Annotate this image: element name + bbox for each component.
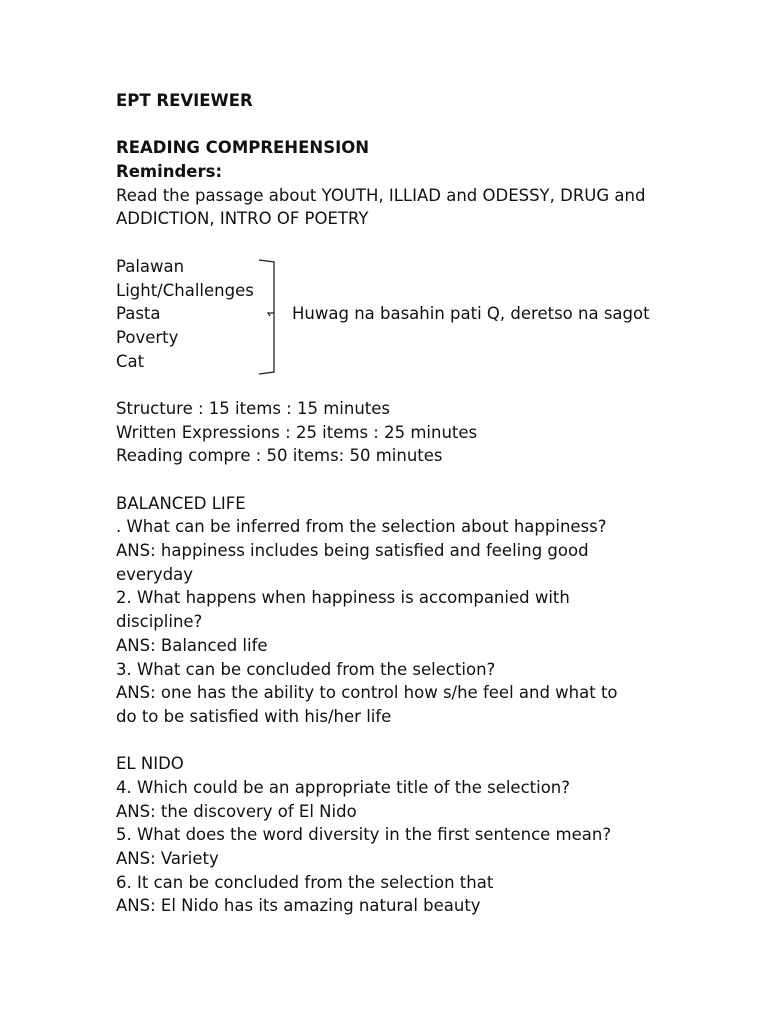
intro-line: ADDICTION, INTRO OF POETRY xyxy=(116,209,369,229)
spacer xyxy=(116,468,736,492)
skip-list-item: Cat xyxy=(116,351,145,371)
schedule-list xyxy=(116,397,736,468)
section-title: READING COMPREHENSION xyxy=(116,138,370,158)
intro-line: Read the passage about YOUTH, ILLIAD and ODESSY, DRUG and xyxy=(116,185,646,205)
qa-line: discipline? xyxy=(116,612,203,632)
schedule-item: Structure : 15 items : 15 minutes xyxy=(116,398,390,418)
section-heading: EL NIDO xyxy=(116,754,184,774)
document-title: EPT REVIEWER xyxy=(116,91,253,110)
balanced-life-section xyxy=(116,492,736,729)
spacer xyxy=(116,373,736,397)
skip-list-item: Light/Challenges xyxy=(116,280,254,300)
qa-line: 5. What does the word diversity in the first sentence mean? xyxy=(116,825,612,845)
qa-line: ANS: Variety xyxy=(116,849,219,868)
document-body xyxy=(116,89,736,918)
skip-list-item: Poverty xyxy=(116,327,179,347)
qa-line: ANS: the discovery of El Nido xyxy=(116,801,357,821)
skip-note: Huwag na basahin pati Q, deretso na sagot xyxy=(292,304,650,323)
qa-line: ANS: happiness includes being satisfied and feeling good xyxy=(116,541,589,561)
skip-list-item: Palawan xyxy=(116,256,185,276)
qa-line: 3. What can be concluded from the selection? xyxy=(116,659,496,679)
section-heading: BALANCED LIFE xyxy=(116,493,246,513)
qa-line: ANS: one has the ability to control how s/he feel and what to xyxy=(116,683,618,703)
spacer xyxy=(116,113,736,137)
spacer xyxy=(116,729,736,753)
schedule-item: Reading compre : 50 items: 50 minutes xyxy=(116,446,443,466)
skip-list-item: Pasta xyxy=(116,304,161,324)
qa-line: ANS: El Nido has its amazing natural beauty xyxy=(116,896,481,916)
right-brace-icon xyxy=(256,258,292,378)
qa-line: ANS: Balanced life xyxy=(116,635,268,655)
qa-line: 4. Which could be an appropriate title of the selection? xyxy=(116,777,571,797)
spacer xyxy=(116,231,736,255)
qa-line: 6. It can be concluded from the selection that xyxy=(116,872,494,892)
qa-line: 2. What happens when happiness is accompanied with xyxy=(116,588,570,608)
schedule-item: Written Expressions : 25 items : 25 minutes xyxy=(116,422,478,442)
reminders-label: Reminders: xyxy=(116,162,223,182)
el-nido-section xyxy=(116,752,736,918)
qa-line: . What can be inferred from the selection about happiness? xyxy=(116,517,607,537)
qa-line: do to be satisfied with his/her life xyxy=(116,706,392,726)
qa-line: everyday xyxy=(116,564,193,584)
